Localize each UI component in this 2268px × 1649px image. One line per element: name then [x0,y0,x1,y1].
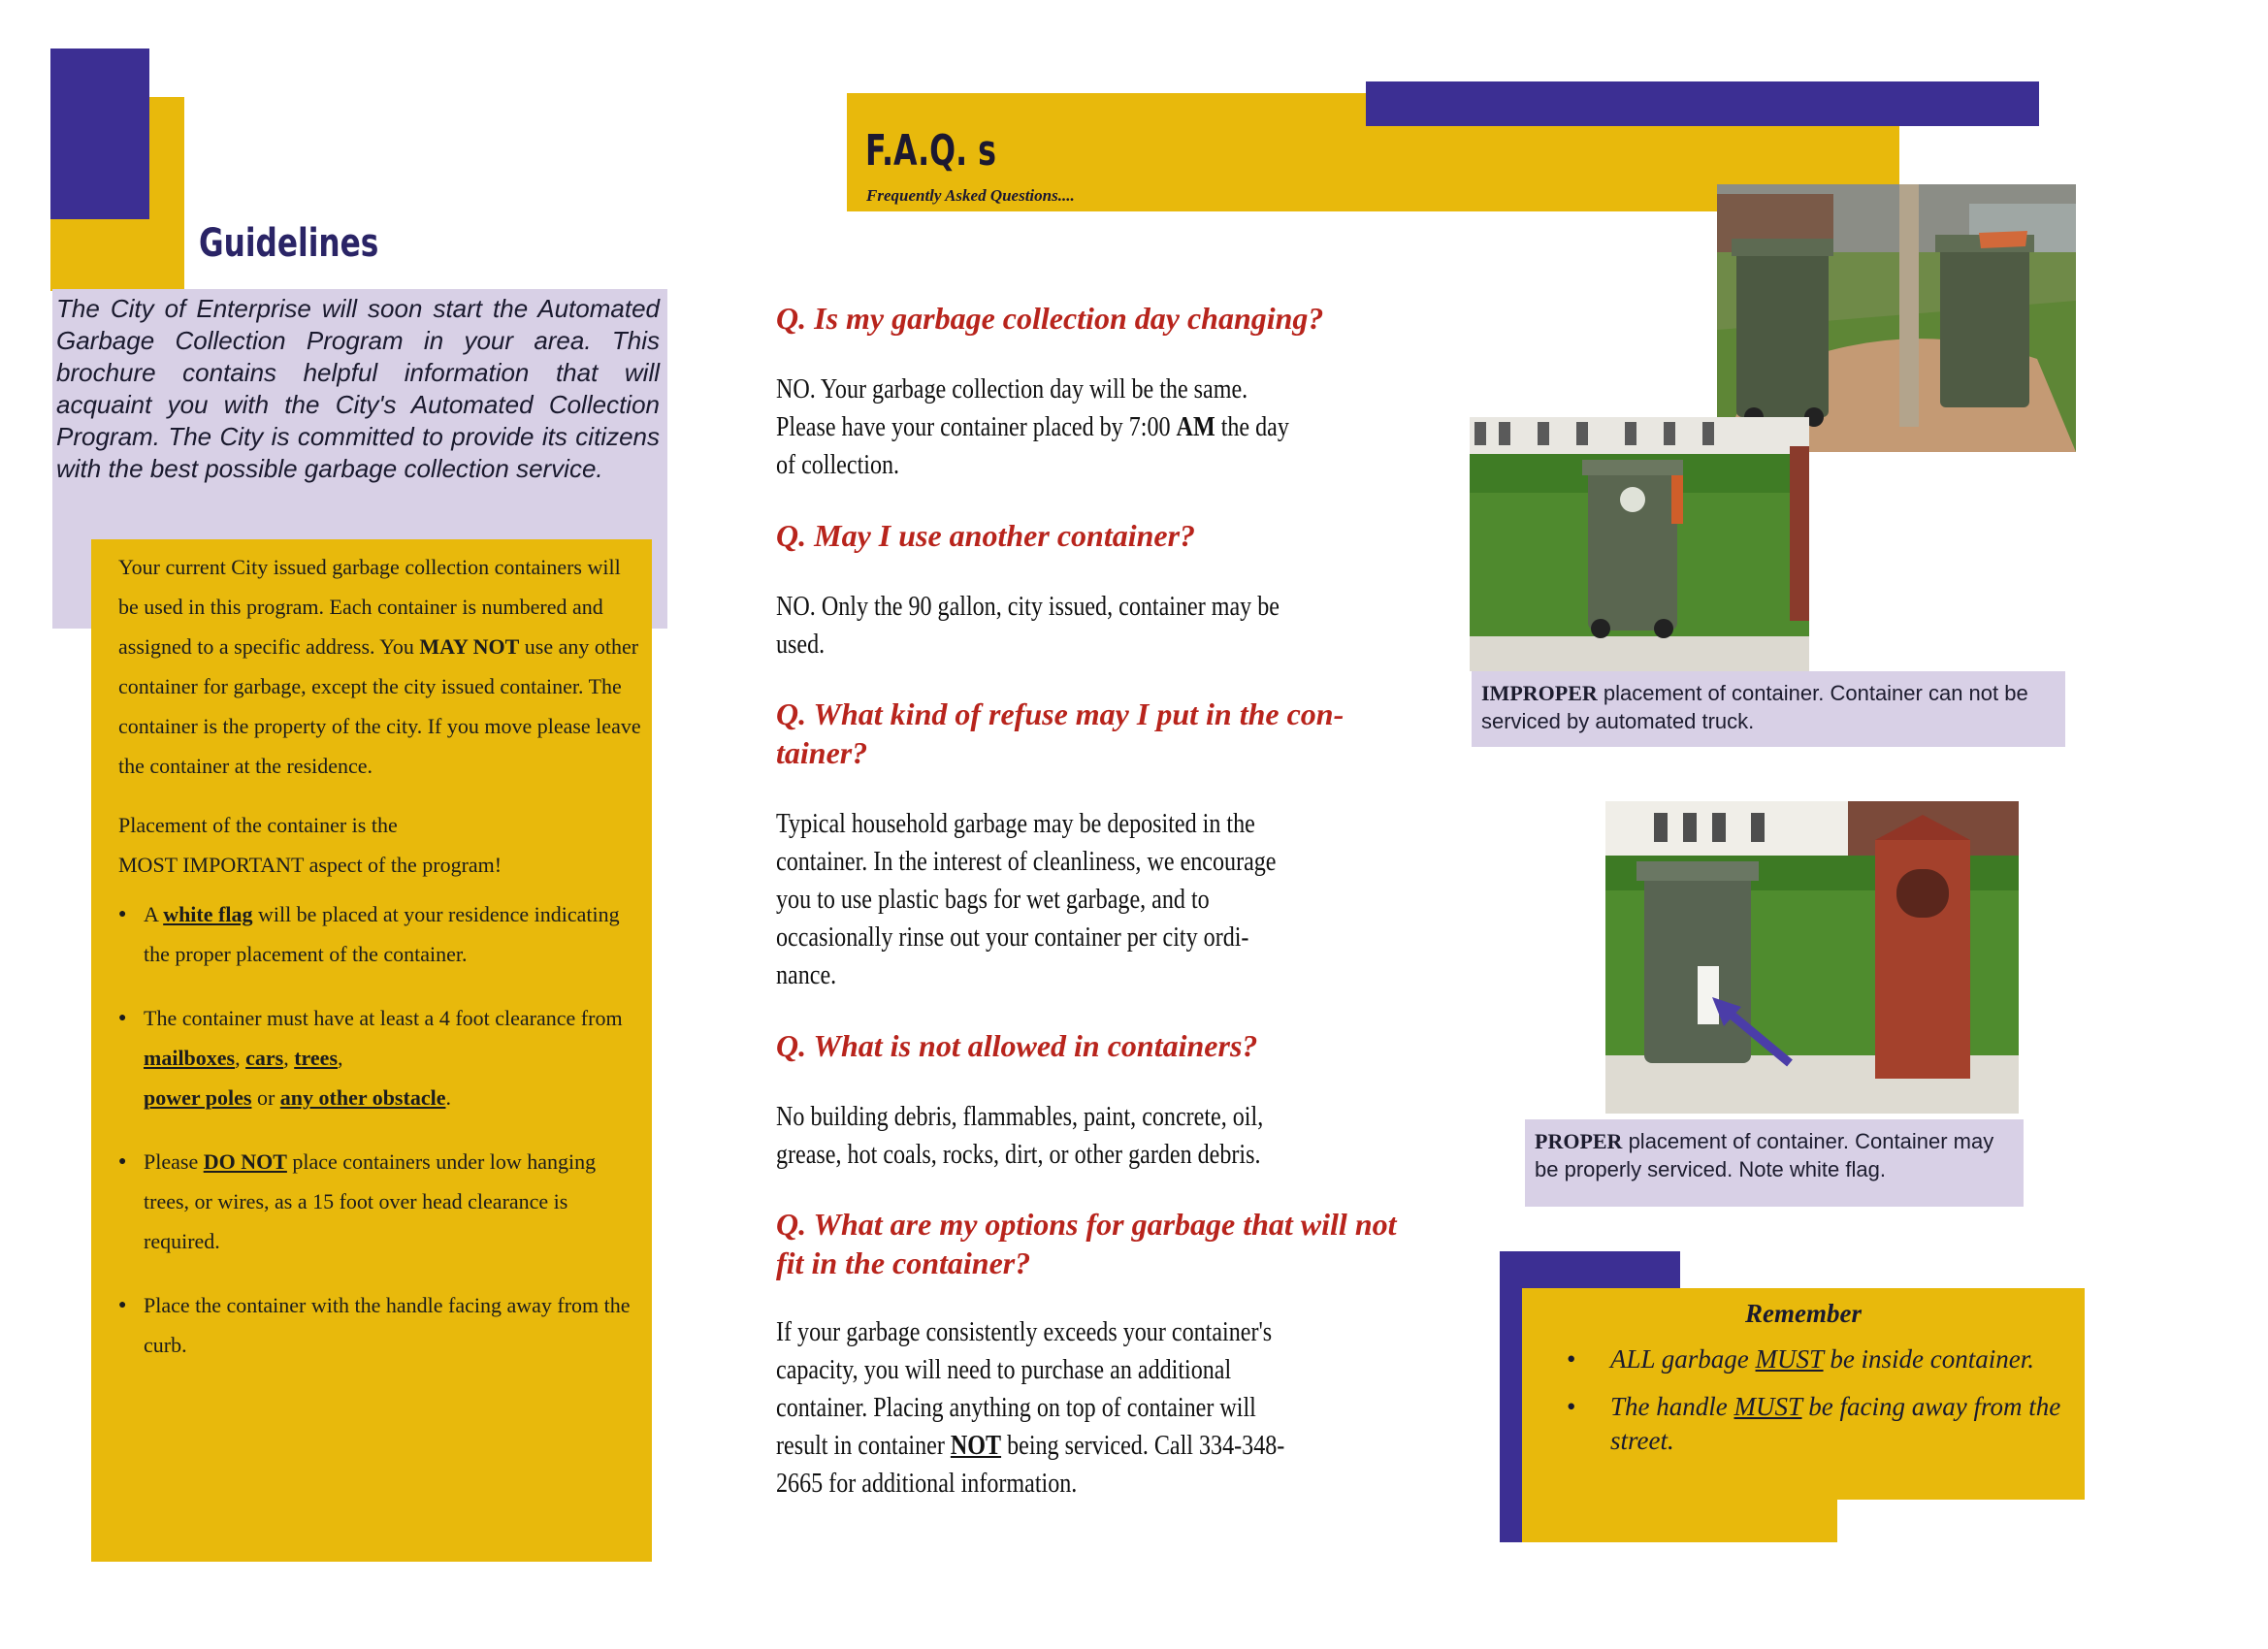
faq-header-accent [1366,81,2039,126]
improper-caption: IMPROPER placement of container. Container can not be serviced by automated truck. [1472,671,2065,747]
photo-improper-placement-image [1470,417,1809,671]
faq-question-1: Q. Is my garbage collection day changing? [776,301,1324,336]
remember-box [1522,1290,2085,1471]
guidelines-body [118,547,642,1389]
faq-subtitle: Frequently Asked Questions.... [866,186,1075,205]
faq-question-2: Q. May I use another container? [776,518,1196,553]
list-item: ● Place the container with the handle facing away from the curb. [118,1285,642,1365]
guidelines-list [118,894,642,1365]
list-item: • The handle MUST be facing away from the street. [1522,1390,2085,1458]
proper-caption: PROPER placement of container. Container may be properly serviced. Note white flag. [1525,1119,2024,1207]
faq-answer-3: Typical household garbage may be deposited in the container. In the interest of cleanliness, we encourage you to use plastic bags for wet garbage, and to occasionally rinse out your container per city ordi- nance. [776,809,1277,990]
photo-proper-placement-image [1605,801,2019,1114]
photo-improper-placement [1470,417,1809,671]
list-item: ● A white flag will be placed at your residence indicating the proper placement of the container. [118,894,642,974]
photo-cans-by-pole-image [1717,184,2076,452]
list-item: • ALL garbage MUST be inside container. [1522,1342,2085,1376]
faq-answer-5: If your garbage consistently exceeds your container's capacity, you will need to purchase an additional container. Placing anything on top of container will result in container NOT being serviced. Call 334-348-2665 for additional information. [776,1317,1285,1499]
faq-question-3: Q. What kind of refuse may I put in the con- tainer? [776,696,1345,770]
remember-box-tab [1522,1482,1837,1542]
corner-accent-purple-overlay [50,48,149,219]
photo-proper-placement [1605,801,2019,1114]
faq-question-4: Q. What is not allowed in containers? [776,1028,1258,1063]
remember-title: Remember [1745,1299,1862,1328]
placement-line-1: Placement of the container is the [118,813,398,837]
intro-text: The City of Enterprise will soon start the Automated Garbage Collection Program in your area. This brochure contains helpful information that will acquaint you with the City's Automated Collection Program. The City is committed to provide its citizens with the best possible garbage collection service. [56,294,660,483]
guidelines-title: Guidelines [199,221,379,266]
remember-list [1522,1342,2085,1458]
faq-question-5: Q. What are my options for garbage that will not fit in the container? [776,1207,1397,1280]
faq-answer-4: No building debris, flammables, paint, concrete, oil, grease, hot coals, rocks, dirt, or other garden debris. [776,1102,1264,1170]
container-paragraph: Your current City issued garbage collection containers will be used in this program. Each container is numbered and assigned to a specific address. You MAY NOT use any other container for garbage, except the city issued container. The container is the property of the city. If you move please leave the container at the residence. [118,555,641,778]
photo-cans-by-pole [1717,184,2076,452]
placement-line-2: MOST IMPORTANT aspect of the program! [118,853,502,877]
faq-answer-1: NO. Your garbage collection day will be the same. Please have your container placed by 7:00 AM the day of collection. [776,374,1289,480]
faq-title: F.A.Q. s [865,126,997,176]
faq-answer-2: NO. Only the 90 gallon, city issued, container may be used. [776,592,1280,660]
list-item: ● The container must have at least a 4 foot clearance from mailboxes, cars, trees, power poles or any other obstacle. [118,998,642,1117]
list-item: ● Please DO NOT place containers under low hanging trees, or wires, as a 15 foot over head clearance is required. [118,1142,642,1261]
